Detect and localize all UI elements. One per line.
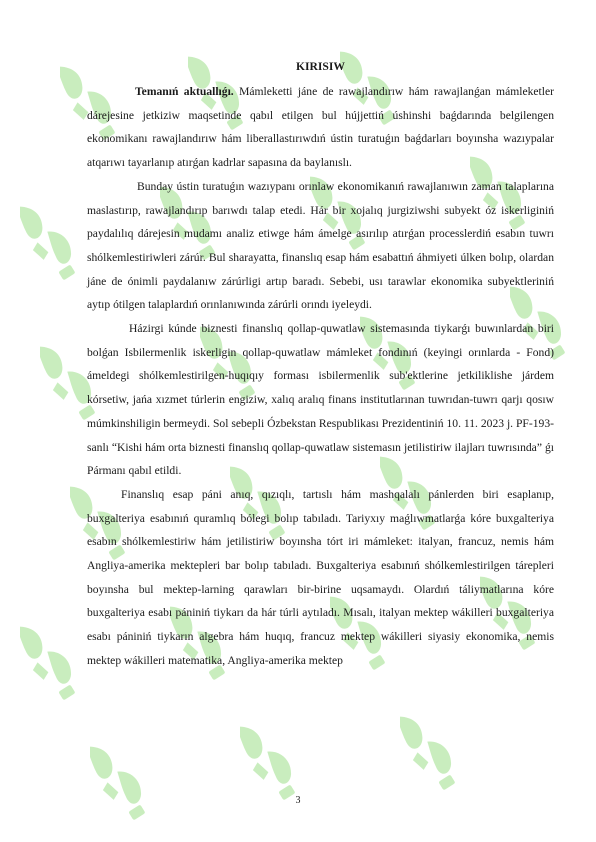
paragraph-relevance bbox=[87, 80, 554, 175]
paragraph-business-support bbox=[87, 317, 554, 483]
paragraph-financial-accounting bbox=[87, 483, 554, 673]
page-number: 3 bbox=[295, 795, 301, 806]
paragraph-text: Bunday ústin turatuǵın wazıypanı orınlaw ekonomikanıń rawajlanıwın zaman talaplarına maslastırıp, rawajlandırıp barıwdı talap etedi. Hár bir xojalıq jurgiziwshi subyekt óz iskerliginiń paydalılıq dárejesin mudamı analiz etiwge hám ámelge asırılıp atırǵan processlerdiń esabın tuwrı shólkemlestiriwleri zárúr. Bul sharayatta, finanslıq esap hám esabattıń áhmiyeti úlken bolıp, olardan jáne de ónimli paydalanıw zárúrligi artıp baradı. Sebebi, usı tarawlar ekonomika subyektleriniń aytıp ótilgen talaplardıń orınlanıwında zárúrli orındı iyeleydi. bbox=[87, 179, 554, 312]
document-heading: KIRISIW bbox=[296, 60, 345, 73]
leaf-logo-watermark bbox=[20, 180, 78, 300]
document-body bbox=[87, 58, 554, 673]
leaf-logo-watermark bbox=[90, 720, 148, 840]
leaf-logo-watermark bbox=[20, 600, 78, 720]
paragraph-text: Mámleketti jáne de rawajlandırıw hám rawajlanǵan mámleketler dárejesine jetkiziw maqsetinde qabıl etilgen bul hújjettiń úshinshi baǵdarında belgilengen ekonomikanı rawajlandırıw hám liberallastırıwdıń ústin turatuǵın baǵdarları boyınsha wazıypalar atqarıwı tayarlanıp atırǵan kadrlar sapasına da baylanıslı. bbox=[87, 85, 555, 170]
leaf-logo-watermark bbox=[400, 690, 458, 810]
paragraph-lead: Temanıń aktuallıǵı. bbox=[135, 85, 234, 98]
paragraph-text: Házirgi kúnde biznesti finanslıq qollap-quwatlaw sistemasında tiykarǵı buwınlardan biri bolǵan Isbilermenlik iskerligin qollap-quwatlaw mámleket fondınıń (keyingi orınlarda - Fond) ámeldegi shólkemlestirilgen-huqıqıy forması isbilermenlik sub'ektlerine jetkiliklishe járdem kórsetiw, jańa xızmet túrlerin engiziw, xalıq aralıq finans institutlarınan tuwrıdan-tuwrı qarjı qosıw múmkinshiligin bermeydi. Sol sebepli Ózbekstan Respublikası Prezidentiniń 10. 11. 2023 j. PF-193-sanlı “Kishi hám orta biznesti finanslıq qollap-quwatlaw sistemasın jetilistiriw ilajları tuwrısında” ǵı Pármanı qabıl etildi. bbox=[87, 322, 554, 478]
paragraph-priority-task bbox=[87, 175, 554, 317]
paragraph-text: Finanslıq esap páni anıq, qızıqlı, tartıslı hám mashqalalı pánlerden biri esaplanıp, buxgalteriya esabınıń quramlıq bólegi bolıp tabıladı. Tariyxıy maǵlıwmatlarǵa kóre buxgalteriya esabın shólkemlestiriw hám jetilistiriw boyınsha tórt iri mámleket: italyan, francuz, nemis hám Angliya-amerika mektepleri bar bolıp tabıladı. Buxgalteriya esabınıń shólkemlestirilgen tárepleri boyınsha bul mektep-larning qarawları bir-birine uqsamaydı. Olardıń táliymatlarına kóre buxgalteriya esabı pániniń tiykarı da hár túrli aytıladı. Mısalı, italyan mektep wákilleri buxgalteriya esabı pániniń tiykarın algebra hám huqıq, francuz mektep wákilleri siyasiy ekonomika, nemis mektep wákilleri matematika, Angliya-amerika mektep bbox=[87, 487, 554, 667]
